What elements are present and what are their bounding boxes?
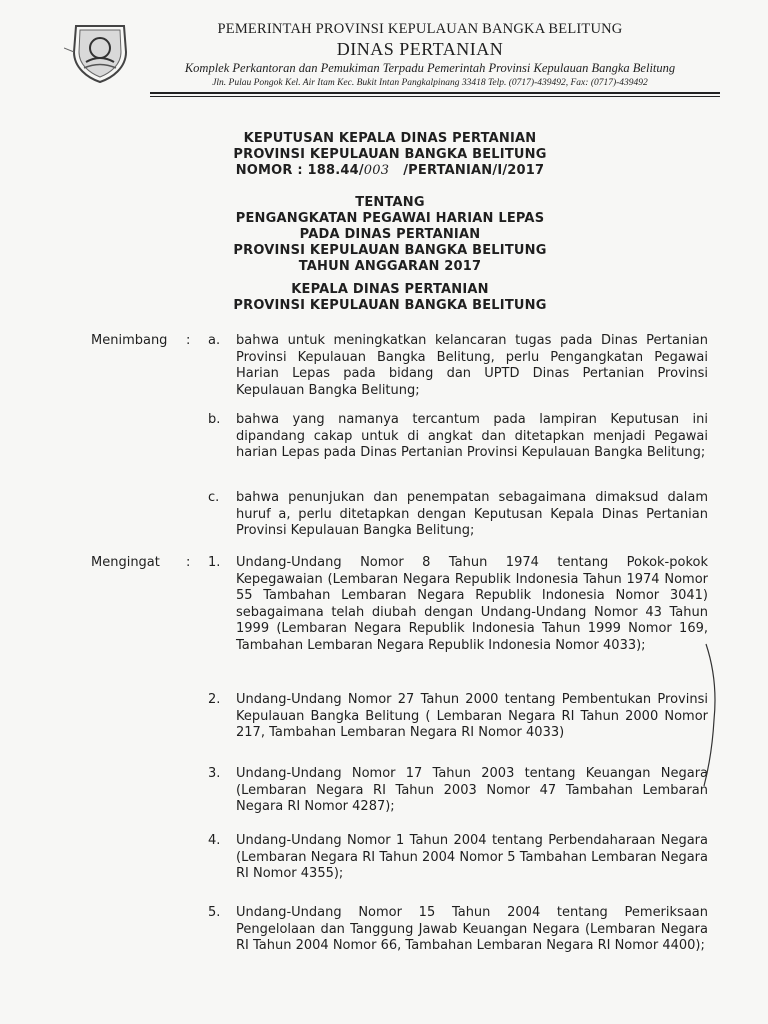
- menimbang-colon: :: [186, 333, 191, 348]
- margin-pen-mark: [700, 640, 724, 790]
- subject-line1: PENGANGKATAN PEGAWAI HARIAN LEPAS: [235, 211, 545, 226]
- subject-heading: TENTANG: [355, 195, 425, 210]
- letterhead-address: Jln. Pulau Pongok Kel. Air Itam Kec. Bukit Intan Pangkalpinang 33418 Telp. (0717)-439492, Fax: (0717)-439492: [212, 78, 648, 88]
- menimbang-item-a-marker: a.: [208, 333, 221, 348]
- menimbang-item-a-text: bahwa untuk meningkatkan kelancaran tugas pada Dinas Pertanian Provinsi Kepulauan Bangka Belitung, perlu Pengangkatan Pegawai Harian Lepas pada bidang dan UPTD Dinas Pertanian Provinsi Kepulauan Bangka Belitung;: [236, 333, 708, 398]
- mengingat-item-1-text: Undang-Undang Nomor 8 Tahun 1974 tentang Pokok-pokok Kepegawaian (Lembaran Negara Republik Indonesia Tahun 1974 Nomor 55 Tambahan Lembaran Negara Republik Indonesia Nomor 3041) sebagaimana telah diubah dengan Undang-Undang Nomor 43 Tahun 1999 (Lembaran Negara Republik Indonesia Tahun 1999 Nomor 169, Tambahan Lembaran Negara Republik Indonesia Nomor 4033);: [236, 555, 708, 653]
- mengingat-label: Mengingat: [91, 555, 160, 570]
- subject-line2: PADA DINAS PERTANIAN: [299, 227, 481, 242]
- letterhead-agency: DINAS PERTANIAN: [336, 39, 504, 59]
- decree-number-handwritten: 003: [363, 163, 390, 178]
- menimbang-item-c-marker: c.: [208, 490, 220, 505]
- decree-title-line1: KEPUTUSAN KEPALA DINAS PERTANIAN: [243, 131, 537, 146]
- authority-line2: PROVINSI KEPULAUAN BANGKA BELITUNG: [233, 298, 547, 313]
- menimbang-item-c-text: bahwa penunjukan dan penempatan sebagaimana dimaksud dalam huruf a, perlu ditetapkan dengan Keputusan Kepala Dinas Pertanian Provinsi Kepulauan Bangka Belitung;: [236, 490, 708, 538]
- letterhead-rule-thick: [150, 92, 720, 94]
- mengingat-item-3-marker: 3.: [208, 766, 221, 781]
- letterhead-government: PEMERINTAH PROVINSI KEPULAUAN BANGKA BELITUNG: [217, 21, 623, 37]
- menimbang-item-b-marker: b.: [208, 412, 221, 427]
- decree-number-prefix: NOMOR : 188.44/: [235, 163, 364, 178]
- mengingat-item-5-text: Undang-Undang Nomor 15 Tahun 2004 tentang Pemeriksaan Pengelolaan dan Tanggung Jawab Keuangan Negara (Lembaran Negara RI Tahun 2004 Nomor 66, Tambahan Lembaran Negara RI Nomor 4400);: [236, 905, 708, 953]
- subject-line3: PROVINSI KEPULAUAN BANGKA BELITUNG: [233, 243, 547, 258]
- mengingat-item-2-text: Undang-Undang Nomor 27 Tahun 2000 tentang Pembentukan Provinsi Kepulauan Bangka Belitung ( Lembaran Negara RI Tahun 2000 Nomor 217, Tambahan Lembaran Negara RI Nomor 4033): [236, 692, 708, 740]
- menimbang-label: Menimbang: [91, 333, 168, 348]
- mengingat-item-1-marker: 1.: [208, 555, 221, 570]
- mengingat-item-5-marker: 5.: [208, 905, 221, 920]
- province-emblem-icon: [64, 18, 136, 86]
- letterhead-rule-thin: [150, 96, 720, 97]
- mengingat-item-3-text: Undang-Undang Nomor 17 Tahun 2003 tentang Keuangan Negara (Lembaran Negara RI Tahun 2003 Nomor 47 Tambahan Lembaran Negara RI Nomor 4287);: [236, 766, 708, 814]
- subject-line4: TAHUN ANGGARAN 2017: [298, 259, 482, 274]
- decree-number: [150, 163, 630, 178]
- letterhead-complex: Komplek Perkantoran dan Pemukiman Terpadu Pemerintah Provinsi Kepulauan Bangka Belitung: [184, 61, 676, 75]
- authority-line1: KEPALA DINAS PERTANIAN: [291, 282, 489, 297]
- mengingat-item-4-text: Undang-Undang Nomor 1 Tahun 2004 tentang Perbendaharaan Negara (Lembaran Negara RI Tahun 2004 Nomor 5 Tambahan Lembaran Negara RI Nomor 4355);: [236, 833, 708, 881]
- mengingat-item-2-marker: 2.: [208, 692, 221, 707]
- menimbang-item-b-text: bahwa yang namanya tercantum pada lampiran Keputusan ini dipandang cakap untuk di angkat dan ditetapkan menjadi Pegawai harian Lepas pada Dinas Pertanian Provinsi Kepulauan Bangka Belitung;: [236, 412, 708, 460]
- decree-title-line2: PROVINSI KEPULAUAN BANGKA BELITUNG: [233, 147, 547, 162]
- mengingat-colon: :: [186, 555, 191, 570]
- decree-number-suffix: /PERTANIAN/I/2017: [403, 163, 545, 178]
- mengingat-item-4-marker: 4.: [208, 833, 221, 848]
